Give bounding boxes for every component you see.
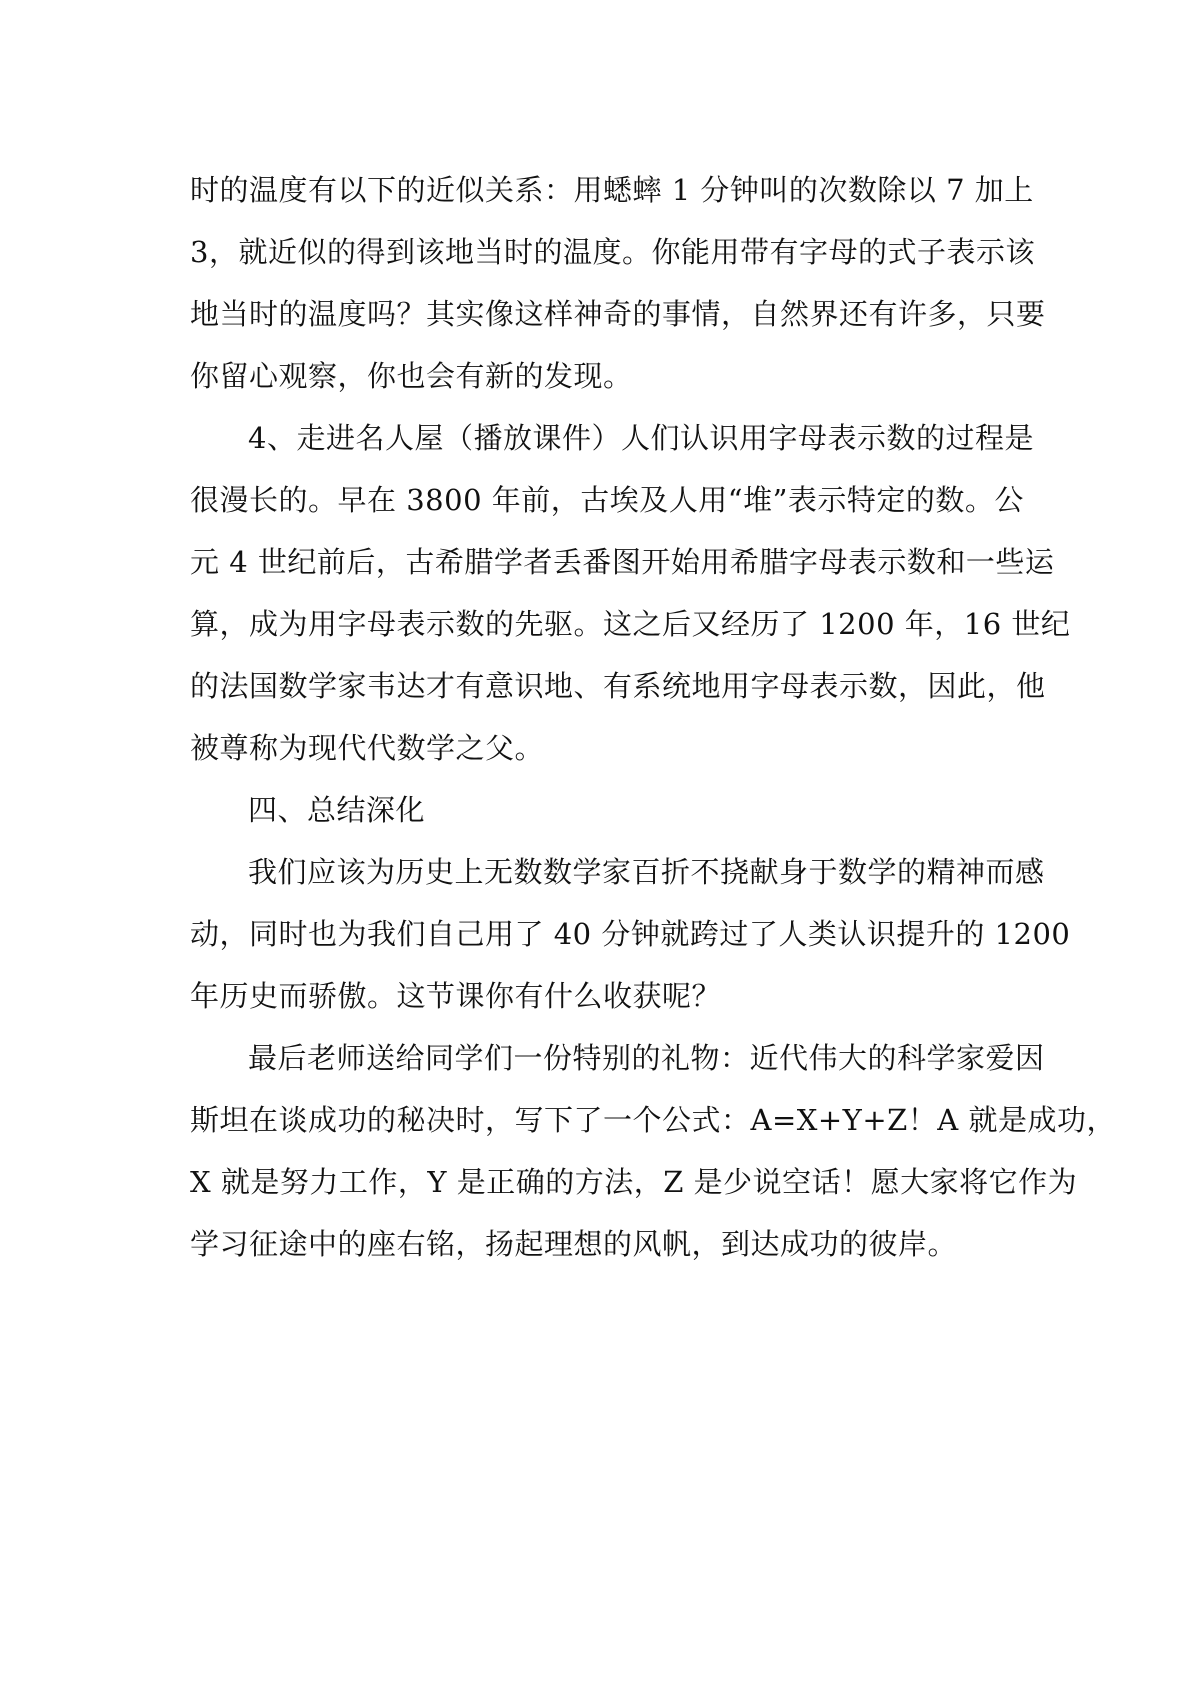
text-line-14: 年历史而骄傲。这节课你有什么收获呢？ <box>190 979 722 1013</box>
paragraph-4-start: 4、走进名人屋（播放课件）人们认识用字母表示数的过程是 <box>248 421 1034 455</box>
text-line-16: 斯坦在谈成功的秘决时，写下了一个公式：A=X+Y+Z！A 就是成功， <box>190 1103 1116 1137</box>
section-heading: 四、总结深化 <box>248 793 426 827</box>
text-line-9: 的法国数学家韦达才有意识地、有系统地用字母表示数，因此，他 <box>190 669 1046 703</box>
text-line-6: 很漫长的。早在 3800 年前，古埃及人用“堆”表示特定的数。公 <box>190 483 1024 517</box>
text-line-17: X 就是努力工作，Y 是正确的方法，Z 是少说空话！愿大家将它作为 <box>190 1165 1078 1199</box>
text-line-1: 时的温度有以下的近似关系：用蟋蟀 1 分钟叫的次数除以 7 加上 <box>190 173 1034 207</box>
text-line-7: 元 4 世纪前后，古希腊学者丢番图开始用希腊字母表示数和一些运 <box>190 545 1055 579</box>
text-line-4: 你留心观察，你也会有新的发现。 <box>190 359 633 393</box>
text-line-10: 被尊称为现代代数学之父。 <box>190 731 545 765</box>
text-line-18: 学习征途中的座右铭，扬起理想的风帆，到达成功的彼岸。 <box>190 1227 958 1261</box>
summary-paragraph-start: 我们应该为历史上无数数学家百折不挠献身于数学的精神而感 <box>248 855 1045 889</box>
text-line-13: 动，同时也为我们自己用了 40 分钟就跨过了人类认识提升的 1200 <box>190 917 1071 951</box>
closing-paragraph-start: 最后老师送给同学们一份特别的礼物：近代伟大的科学家爱因 <box>248 1041 1045 1075</box>
text-line-8: 算，成为用字母表示数的先驱。这之后又经历了 1200 年，16 世纪 <box>190 607 1071 641</box>
text-line-3: 地当时的温度吗？其实像这样神奇的事情，自然界还有许多，只要 <box>190 297 1046 331</box>
text-line-2: 3，就近似的得到该地当时的温度。你能用带有字母的式子表示该 <box>190 235 1035 269</box>
